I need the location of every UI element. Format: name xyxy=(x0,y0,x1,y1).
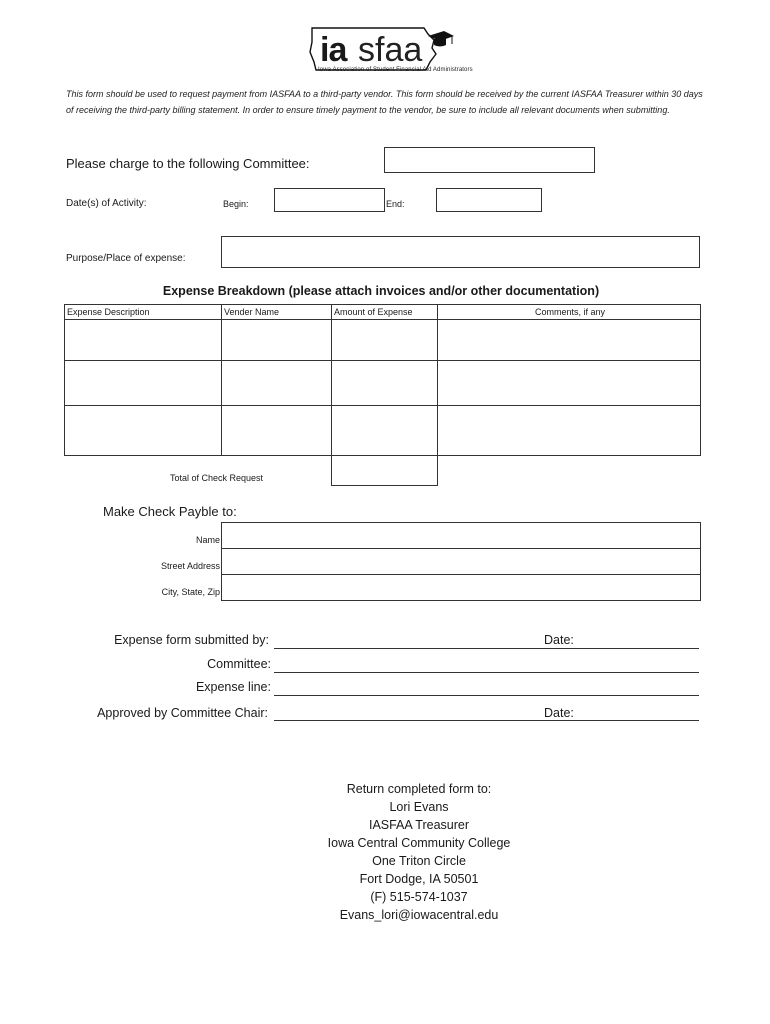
table-row xyxy=(65,361,701,406)
comments-cell[interactable] xyxy=(438,406,701,456)
vendor-name-cell[interactable] xyxy=(222,320,332,361)
return-org: Iowa Central Community College xyxy=(327,836,511,850)
payee-street-field[interactable] xyxy=(221,548,701,574)
vendor-name-cell[interactable] xyxy=(222,361,332,406)
approved-by-label: Approved by Committee Chair: xyxy=(97,706,268,720)
begin-date-field[interactable] xyxy=(274,188,385,212)
return-title: IASFAA Treasurer xyxy=(368,818,470,832)
return-city: Fort Dodge, IA 50501 xyxy=(359,872,479,886)
expense-table xyxy=(64,304,701,456)
return-name: Lori Evans xyxy=(389,800,449,814)
comments-cell[interactable] xyxy=(438,361,701,406)
payee-title: Make Check Payble to: xyxy=(103,504,237,519)
payee-name-field[interactable] xyxy=(221,522,701,548)
column-header: Amount of Expense xyxy=(332,305,438,320)
column-header: Expense Description xyxy=(65,305,222,320)
table-row xyxy=(65,320,701,361)
payee-name-label: Name xyxy=(195,535,220,545)
return-heading: Return completed form to: xyxy=(346,782,492,796)
logo-wordmark-bold: ia xyxy=(320,31,347,69)
date-label-2: Date: xyxy=(544,706,574,720)
committee-sig-label: Committee: xyxy=(207,657,271,671)
payee-street-label: Street Address xyxy=(160,561,220,571)
begin-label: Begin: xyxy=(223,199,249,209)
approved-by-line[interactable] xyxy=(274,720,699,721)
committee-field[interactable] xyxy=(384,147,595,173)
breakdown-title: Expense Breakdown (please attach invoices and/or other documentation) xyxy=(162,284,600,298)
submitted-by-label: Expense form submitted by: xyxy=(114,633,269,647)
logo-wordmark-light: sfaa xyxy=(358,31,423,69)
total-field[interactable] xyxy=(331,456,438,486)
committee-sig-line[interactable] xyxy=(274,672,699,673)
purpose-label: Purpose/Place of expense: xyxy=(66,253,186,264)
payee-city-label: City, State, Zip xyxy=(161,587,220,597)
logo-tagline: Iowa Association of Student Financial Aid Administrators xyxy=(318,67,473,73)
return-email[interactable]: Evans_lori@iowacentral.edu xyxy=(339,908,499,922)
purpose-field[interactable] xyxy=(221,236,700,268)
return-address-block xyxy=(260,780,578,924)
committee-label: Please charge to the following Committee: xyxy=(66,156,310,171)
payee-city-field[interactable] xyxy=(221,574,701,601)
return-fax: (F) 515-574-1037 xyxy=(370,890,468,904)
total-label: Total of Check Request xyxy=(170,473,264,483)
return-street: One Triton Circle xyxy=(372,854,466,868)
amount-cell[interactable] xyxy=(332,320,438,361)
amount-cell[interactable] xyxy=(332,406,438,456)
dates-label: Date(s) of Activity: xyxy=(66,198,147,209)
amount-cell[interactable] xyxy=(332,361,438,406)
end-date-field[interactable] xyxy=(436,188,542,212)
table-row xyxy=(65,406,701,456)
submitted-by-line[interactable] xyxy=(274,648,699,649)
comments-cell[interactable] xyxy=(438,320,701,361)
expense-description-cell[interactable] xyxy=(65,320,222,361)
expense-line-label: Expense line: xyxy=(195,680,271,694)
end-label: End: xyxy=(386,199,405,209)
expense-line-line[interactable] xyxy=(274,695,699,696)
table-header-row xyxy=(65,305,701,320)
expense-description-cell[interactable] xyxy=(65,406,222,456)
date-label-1: Date: xyxy=(544,633,574,647)
expense-description-cell[interactable] xyxy=(65,361,222,406)
column-header: Comments, if any xyxy=(438,305,701,320)
intro-text: This form should be used to request payment from IASFAA to a third-party vendor. This form should be received by the current IASFAA Treasurer within 30 days of receiving the third-party billing statement. In order to ensure timely payment to the vendor, be sure to include all relevant documents when submitting. xyxy=(66,89,703,115)
column-header: Vender Name xyxy=(222,305,332,320)
vendor-name-cell[interactable] xyxy=(222,406,332,456)
